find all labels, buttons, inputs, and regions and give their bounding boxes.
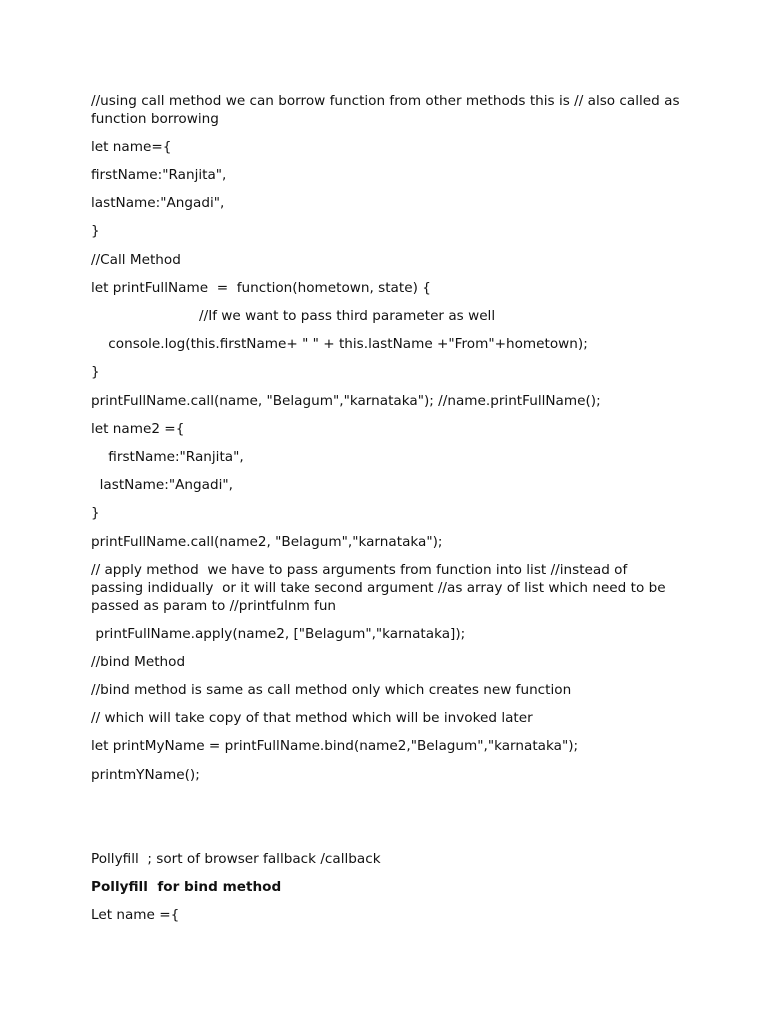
code-line-name2-object: let name2 ={ <box>91 421 185 437</box>
comment-bind-description: //bind method is same as call method only which creates new function <box>91 682 572 698</box>
code-line-invoke: printmYName(); <box>91 767 200 783</box>
code-line-name-object: let name={ <box>91 139 172 155</box>
code-line-let-name: Let name ={ <box>91 907 180 923</box>
code-line-apply: printFullName.apply(name2, ["Belagum","karnataka]); <box>91 626 466 642</box>
comment-call-method: //Call Method <box>91 252 181 268</box>
code-line-printfullname-def: let printFullName = function(hometown, state) { <box>91 280 431 296</box>
code-line-close-brace: } <box>91 505 100 521</box>
code-line-bind: let printMyName = printFullName.bind(name2,"Belagum","karnataka"); <box>91 738 579 754</box>
code-line-firstname: firstName:"Ranjita", <box>91 167 227 183</box>
text-polyfill-definition: Pollyfill ; sort of browser fallback /callback <box>91 851 381 867</box>
code-line-lastname: lastName:"Angadi", <box>91 195 225 211</box>
comment-bind-method: //bind Method <box>91 654 186 670</box>
code-line-lastname: lastName:"Angadi", <box>91 477 233 493</box>
comment-third-parameter: //If we want to pass third parameter as well <box>91 308 496 324</box>
comment-bind-copy: // which will take copy of that method which will be invoked later <box>91 710 533 726</box>
comment-apply-method: // apply method we have to pass arguments from function into list //instead of passing indidually or it will take second argument //as array of list which need to be passed as param to //printfulnm fun <box>91 562 670 614</box>
code-line-close-brace: } <box>91 364 100 380</box>
code-line-close-brace: } <box>91 223 100 239</box>
code-line-call-name2: printFullName.call(name2, "Belagum","karnataka"); <box>91 534 443 550</box>
code-line-firstname: firstName:"Ranjita", <box>91 449 244 465</box>
code-line-console-log: console.log(this.firstName+ " " + this.lastName +"From"+hometown); <box>91 336 588 352</box>
code-line-call-name: printFullName.call(name, "Belagum","karnataka"); //name.printFullName(); <box>91 393 601 409</box>
heading-polyfill-bind: Pollyfill for bind method <box>91 879 282 895</box>
comment-function-borrowing: //using call method we can borrow function from other methods this is // also called as function borrowing <box>91 93 684 127</box>
